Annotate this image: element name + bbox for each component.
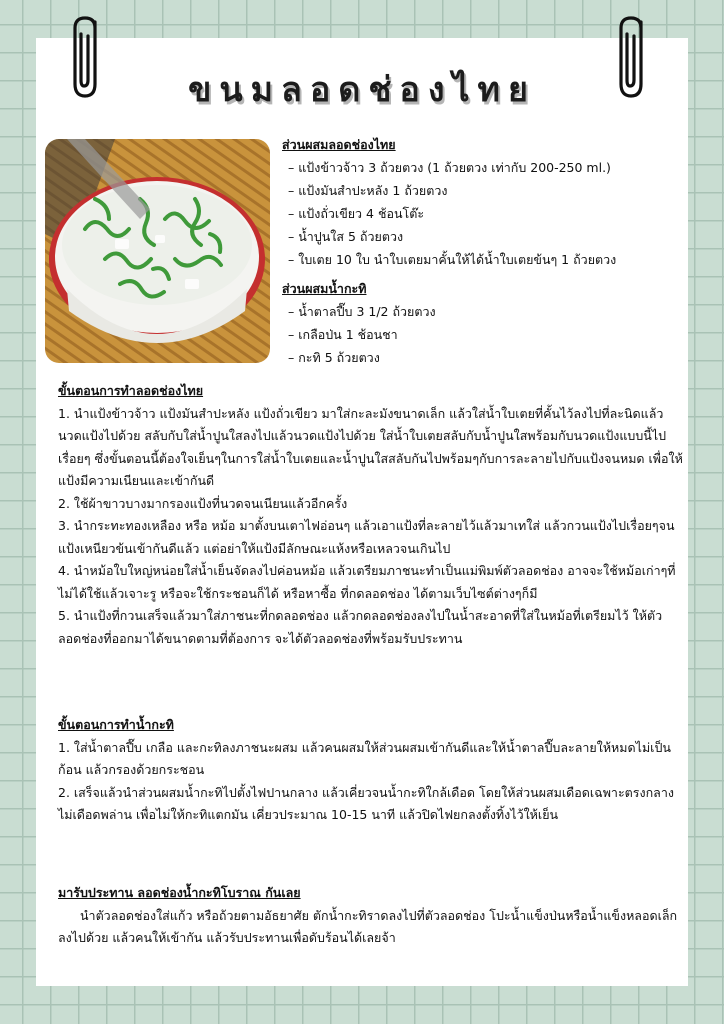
step-paragraph: 2. เสร็จแล้วนำส่วนผสมน้ำกะทิไปตั้งไฟปานกลาง แล้วเคี่ยวจนน้ำกะทิใกล้เดือด โดยให้ส่วนผสมเดือดเฉพาะตรงกลาง ไม่เดือดพล่าน เพื่อไม่ให้กะทิแตกมัน เคี่ยวประมาณ 10-15 นาที แล้วปิดไฟยกลงตั้งทิ้งไว้ให้เย็น <box>58 784 674 822</box>
coconut-ingredients-list <box>282 300 682 369</box>
list-item: – กะทิ 5 ถ้วยตวง <box>288 350 380 365</box>
dough-ingredients-list <box>282 156 682 271</box>
step-paragraph: 1. ใส่น้ำตาลปี๊บ เกลือ และกะทิลงภาชนะผสม แล้วคนผสมให้ส่วนผสมเข้ากันดีและให้น้ำตาลปี๊บละลายให้หมดไม่เป็นก้อน แล้วกรองด้วยกระชอน <box>58 739 671 777</box>
step-paragraph: 1. นำแป้งข้าวจ้าว แป้งมันสำปะหลัง แป้งถั่วเขียว มาใส่กะละมังขนาดเล็ก แล้วใส่น้ำใบเตยที่คั้นไว้ลงไปที่ละนิดแล้วนวดแป้งไปด้วย สลับกับใส่น้ำปูนใสลงไปแล้วนวดแป้งไปด้วย ใส่น้ำใบเตยสลับกับน้ำปูนใสพร้อมกับนวดแป้งแบบนี้ไปเรื่อยๆ ซึ่งขั้นตอนนี้ต้องใจเย็นๆในการใส่น้ำใบเตยและน้ำปูนใสสลับกันไปพร้อมๆกับการละลายไปกับแป้งจนหมด เพื่อให้แป้งมีความเนียนและเข้ากันดี <box>58 405 683 488</box>
step-paragraph: 2. ใช้ผ้าขาวบางมากรองแป้งที่นวดจนเนียนแล้วอีกครั้ง <box>58 495 348 511</box>
list-item: – แป้งข้าวจ้าว 3 ถ้วยตวง (1 ถ้วยตวง เท่ากับ 200-250 ml.) <box>288 160 611 175</box>
section-heading: ขั้นตอนการทำน้ำกะทิ <box>58 717 174 732</box>
page-title: ขนมลอดช่องไทย <box>188 70 536 110</box>
step-paragraph: 3. นำกระทะทองเหลือง หรือ หม้อ มาตั้งบนเตาไฟอ่อนๆ แล้วเอาแป้งที่ละลายไว้แล้วมาเทใส่ แล้วกวนแป้งไปเรื่อยๆจนแป้งเหนียวข้นเข้ากันดีแล้ว แต่อย่าให้แป้งมีลักษณะแห้งหรือเหลวจนเกินไป <box>58 518 675 556</box>
serve-paragraph: นำตัวลอดช่องใส่แก้ว หรือถ้วยตามอัธยาศัย ตักน้ำกะทิราดลงไปที่ตัวลอดช่อง โปะน้ำแข็งป่นหรือน้ำแข็งหลอดเล็กลงไปด้วย แล้วคนให้เข้ากัน แล้วรับประทานเพื่อดับร้อนได้เลยจ้า <box>58 907 678 945</box>
step-paragraph: 4. นำหม้อใบใหญ่หน่อยใส่น้ำเย็นจัดลงไปค่อนหม้อ แล้วเตรียมภาชนะทำเป็นแม่พิมพ์ตัวลอดช่อง อาจจะใช้หม้อเก่าๆที่ไม่ได้ใช้แล้วเจาะรู หรือจะใช้กระชอนก็ได้ หรือหาซื้อ ที่กดลอดช่อง ได้ตามเว็บไซต์ต่างๆก็มี <box>58 563 676 601</box>
dough-ingredients-heading: ส่วนผสมลอดช่องไทย <box>282 137 396 152</box>
list-item: – น้ำตาลปี๊บ 3 1/2 ถ้วยตวง <box>288 304 436 319</box>
list-item: – เกลือป่น 1 ช้อนชา <box>288 327 398 342</box>
ingredients-panel <box>282 133 682 375</box>
section-heading: มารับประทาน ลอดช่องน้ำกะทิโบราณ กันเลย <box>58 885 301 900</box>
section-heading: ขั้นตอนการทำลอดช่องไทย <box>58 383 204 398</box>
dough-steps-section <box>58 380 684 650</box>
coconut-steps-section <box>58 714 684 827</box>
list-item: – ใบเตย 10 ใบ นำใบเตยมาคั้นให้ได้น้ำใบเตยข้นๆ 1 ถ้วยตวง <box>288 252 617 267</box>
coconut-ingredients-heading: ส่วนผสมน้ำกะทิ <box>282 281 367 296</box>
list-item: – แป้งถั่วเขียว 4 ช้อนโต๊ะ <box>288 206 425 221</box>
step-paragraph: 5. นำแป้งที่กวนเสร็จแล้วมาใส่ภาชนะที่กดลอดช่อง แล้วกดลอดช่องลงไปในน้ำสะอาดที่ใส่ในหม้อที่เตรียมไว้ ให้ตัวลอดช่องที่ออกมาได้ขนาดตามที่ต้องการ จะได้ตัวลอดช่องที่พร้อมรับประทาน <box>58 608 663 646</box>
list-item: – แป้งมันสำปะหลัง 1 ถ้วยตวง <box>288 183 448 198</box>
list-item: – น้ำปูนใส 5 ถ้วยตวง <box>288 229 404 244</box>
serve-section <box>58 882 684 950</box>
dessert-photo <box>45 139 270 363</box>
